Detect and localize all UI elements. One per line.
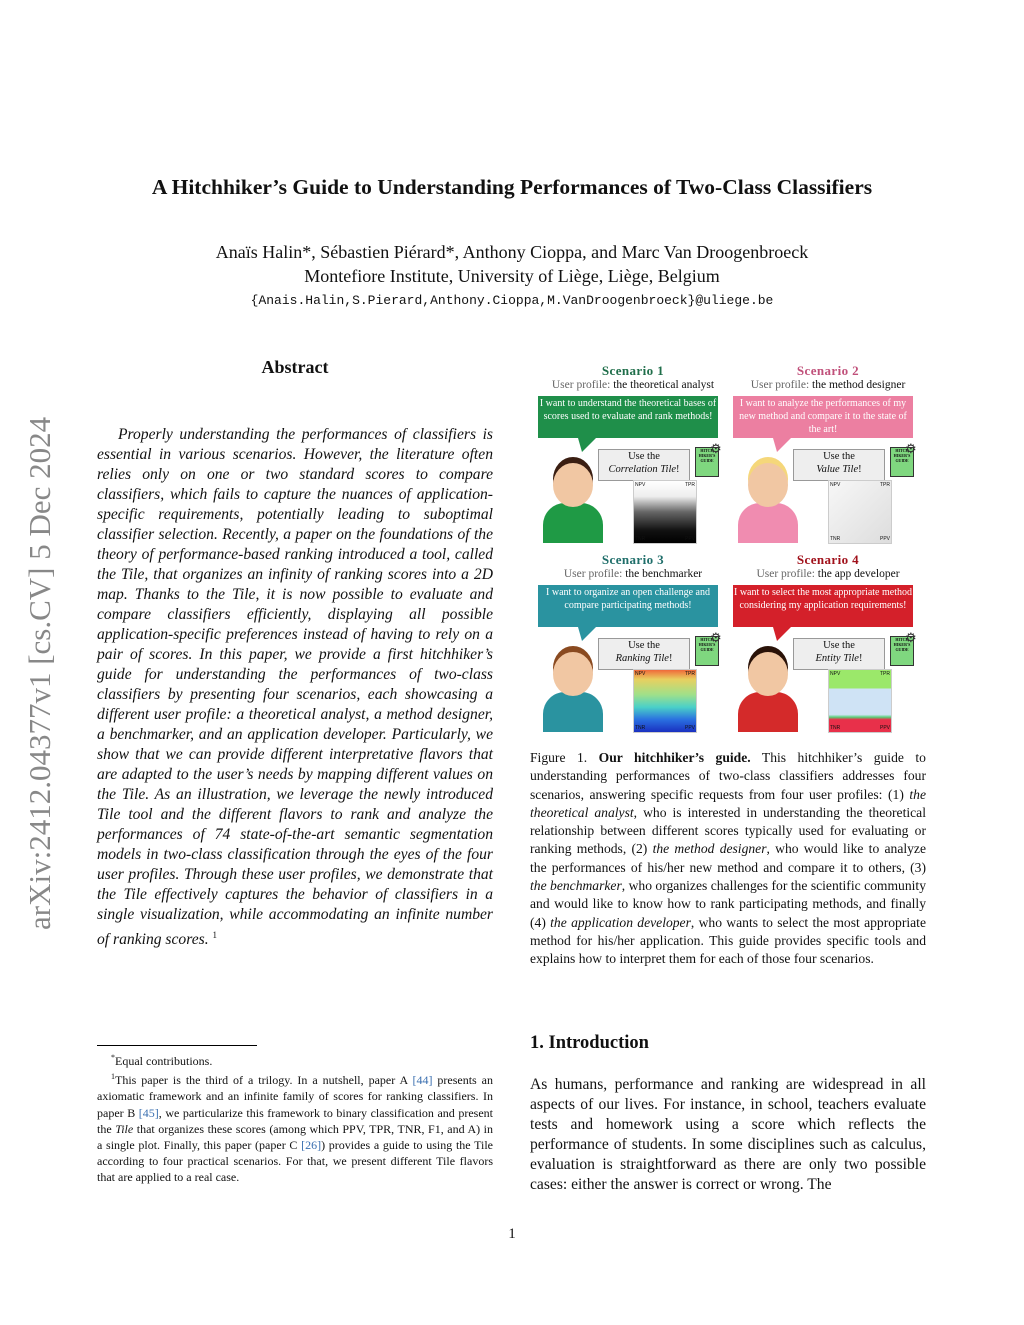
- user-profile-label: User profile:: [551, 379, 611, 391]
- caption-profile: the theoretical analyst: [530, 786, 926, 820]
- scenario-title: Scenario 3: [601, 552, 665, 567]
- caption-profile: the benchmarker: [530, 878, 622, 894]
- tile-suggestion: Use the Entity Tile!: [793, 638, 885, 670]
- paper-title: A Hitchhiker’s Guide to Understanding Performances of Two-Class Classifiers: [151, 175, 873, 199]
- speech-bubble: I want to organize an open challenge and compare participating methods!: [538, 585, 718, 627]
- guide-book-icon: HITCH HIKER'S GUIDE: [890, 447, 914, 477]
- corner-label: PPV: [879, 536, 890, 542]
- corner-label: NPV: [830, 482, 841, 488]
- footnotes: [97, 1050, 493, 1186]
- abstract-heading: Abstract: [261, 357, 329, 377]
- user-profile-value: the theoretical analyst: [613, 379, 715, 391]
- tile-suggestion: Use the Ranking Tile!: [598, 638, 690, 670]
- introduction-text: As humans, performance and ranking are widespread in all aspects of our lives. For instance, in school, teachers evaluate tests and homework using a score which reflects the performance of students. In some disciplines such as calculus, evaluation is straightforward as there are only two possible cases: either the answer is correct or wrong. The: [530, 1076, 926, 1193]
- caption-text: , who organizes challenges for the scientific community and would like to know how to rank participating methods, and finally (4): [530, 878, 926, 930]
- user-avatar-icon: [543, 463, 603, 543]
- arxiv-identifier: arXiv:2412.04377v1 [cs.CV] 5 Dec 2024: [22, 416, 57, 930]
- speech-bubble: I want to select the most appropriate method considering my application requirements!: [733, 585, 913, 627]
- caption-text: This hitchhiker’s guide to understanding performances of two-class classifiers addresses four scenarios, answering specific requests from four user profiles: (1): [530, 750, 926, 802]
- corner-label: TNR: [635, 536, 646, 542]
- user-profile-label: User profile:: [756, 568, 815, 580]
- fn-text: This paper is the third of a trilogy. In a nutshell, paper A: [115, 1073, 413, 1088]
- user-avatar-icon: [738, 463, 798, 543]
- scenario-2: [733, 363, 923, 548]
- citation-link[interactable]: [26]: [301, 1138, 322, 1153]
- user-profile-value: the benchmarker: [625, 568, 703, 580]
- guide-book-icon: HITCH HIKER'S GUIDE: [695, 447, 719, 477]
- abstract-body: Properly understanding the performances of classifiers is essential in various scenarios. However, the literature often relies only on one or two standard scores to compare classifiers, which fails to capture the nuances of application-specific requirements, potentially leading to suboptimal classifier selection. Recently, a paper on the foundations of the theory of performance-based ranking introduced a tool, called the Tile, that organizes an infinity of ranking scores into a 2D map. Thanks to the Tile, it is now possible to evaluate and compare classifiers efficiently, displaying all possible application-specific preferences instead of having to rely on a pair of scores. In this paper, we provide a first hitchhiker’s guide for understanding the performances of two-class classifiers by presenting four scenarios, each showcasing a different user profile: a theoretical analyst, a method designer, a benchmarker, and an application developer. Particularly, we show that we can provide different interpretative flavors that are adapted to the user’s needs by mapping different values on the Tile. As an illustration, we leverage the newly introduced Tile tool and the different flavors to rank and analyze the performances of 74 state-of-the-art semantic segmentation models in two-class classification through the eyes of the four user profiles. Through these user profiles, we demonstrate that the Tile effectively captures the behavior of classifiers in a single visualization, while accommodating an infinite number of ranking scores.: [97, 426, 493, 949]
- use-the-label: Use the: [823, 451, 855, 462]
- user-avatar-icon: [543, 652, 603, 732]
- fn-text: presents an axiomatic framework and an infinite family of scores for ranking classifiers. In paper B: [97, 1073, 493, 1120]
- fn-text: Tile: [115, 1121, 134, 1136]
- speech-bubble: I want to understand the theoretical bases of scores used to evaluate and rank methods!: [538, 396, 718, 438]
- user-profile: [733, 379, 923, 391]
- tile-name: Correlation Tile: [608, 464, 677, 475]
- emails: {Anais.Halin,S.Pierard,Anthony.Cioppa,M.VanDroogenbroeck}@uliege.be: [250, 293, 774, 308]
- tile-name: Value Tile: [816, 464, 859, 475]
- scenario-title: Scenario 2: [796, 363, 860, 378]
- caption-title: Our hitchhiker’s guide.: [598, 750, 751, 765]
- user-profile-value: the method designer: [812, 379, 906, 391]
- scenario-4: [733, 552, 923, 737]
- scenario-title: Scenario 4: [796, 552, 860, 567]
- guide-book-icon: HITCH HIKER'S GUIDE: [890, 636, 914, 666]
- corner-label: PPV: [684, 536, 695, 542]
- scenario-3: [538, 552, 728, 737]
- fn-text: that organizes these scores (among which PPV, TPR, TNR, F1, and A) in a single plot. Finally, this paper (paper C: [97, 1121, 493, 1153]
- caption-text: , who is interested in understanding the theoretical relationship between different scores typically used for evaluating or ranking methods, (2): [530, 804, 926, 857]
- gear-icon: ⚙: [710, 441, 722, 456]
- user-profile-label: User profile:: [750, 379, 810, 391]
- tile-suggestion: Use the Correlation Tile!: [598, 449, 690, 481]
- corner-label: TNR: [830, 725, 841, 731]
- tile-name: Entity Tile: [815, 653, 859, 664]
- user-profile: [733, 568, 923, 580]
- caption-text: , who wants to select the most appropriate method for his/her application. This guide provides specific tools and explains how to interpret them for each of those four scenarios.: [530, 914, 926, 967]
- tile-suggestion: Use the Value Tile!: [793, 449, 885, 481]
- page-number: 1: [508, 1226, 516, 1242]
- footnote-equal-text: Equal contributions.: [115, 1054, 213, 1068]
- tile-visualization: [633, 669, 697, 733]
- footnote-equal: *Equal contributions.: [111, 1053, 213, 1068]
- abstract-text: [97, 425, 493, 950]
- footnote-marker: 1: [212, 930, 218, 940]
- corner-label: TPR: [880, 482, 890, 488]
- user-avatar-icon: [738, 652, 798, 732]
- corner-label: TPR: [880, 671, 890, 677]
- use-the-label: Use the: [823, 640, 855, 651]
- corner-label: TPR: [685, 671, 695, 677]
- caption-text: , who would like to analyze the performances of his/her new method and compare it to others, (3): [530, 841, 926, 875]
- authors: Anaïs Halin*, Sébastien Piérard*, Anthony Cioppa, and Marc Van Droogenbroeck: [215, 242, 809, 262]
- user-profile-label: User profile:: [563, 568, 623, 580]
- corner-label: PPV: [684, 725, 695, 731]
- corner-label: TNR: [635, 725, 646, 731]
- user-profile: [538, 379, 728, 391]
- scenario-title: Scenario 1: [601, 363, 665, 378]
- tile-visualization: [633, 480, 697, 544]
- gear-icon: ⚙: [905, 630, 917, 645]
- figure-caption: [530, 749, 926, 969]
- tile-visualization: [828, 669, 892, 733]
- citation-link[interactable]: [45]: [138, 1105, 159, 1120]
- user-profile-value: the app developer: [817, 568, 900, 580]
- scenario-1: [538, 363, 728, 548]
- footnote-1: $^1$This paper is the third of a trilogy. In a nutshell, paper A [44] presents an axiomatic framework and an infinite family of scores for ranking classifiers. In paper B [45], we particularize this framework to binary classification and present the Tile that organizes these scores (among which PPV, TPR, TNR, F1, and A) in a single plot. Finally, this paper (paper C [26]) provides a guide to using the Tile according to four practical scenarios. For that, we present different Tile flavors that are applied to a real case.: [97, 1072, 494, 1185]
- use-the-label: Use the: [628, 640, 660, 651]
- use-the-label: Use the: [628, 451, 660, 462]
- section-heading-introduction: 1. Introduction: [530, 1033, 649, 1053]
- caption-label: Figure 1.: [530, 750, 588, 765]
- corner-label: TPR: [685, 482, 695, 488]
- corner-label: NPV: [635, 482, 646, 488]
- tile-name: Ranking Tile: [615, 653, 669, 664]
- fn-text: ) provides a guide to using the Tile according to four practical scenarios. For that, we present different Tile flavors that are applied to a real case.: [97, 1138, 493, 1185]
- caption-profile: the application developer: [550, 914, 691, 930]
- footnote-rule: [97, 1045, 257, 1046]
- corner-label: NPV: [635, 671, 646, 677]
- citation-link[interactable]: [44]: [412, 1073, 433, 1088]
- corner-label: TNR: [830, 536, 841, 542]
- gear-icon: ⚙: [905, 441, 917, 456]
- corner-label: NPV: [830, 671, 841, 677]
- guide-book-icon: HITCH HIKER'S GUIDE: [695, 636, 719, 666]
- caption-profile: the method designer: [652, 841, 767, 857]
- speech-bubble: I want to analyze the performances of my new method and compare it to the state of the art!: [733, 396, 913, 438]
- affiliation: Montefiore Institute, University of Liège, Liège, Belgium: [304, 266, 720, 286]
- corner-label: PPV: [879, 725, 890, 731]
- gear-icon: ⚙: [710, 630, 722, 645]
- fn-text: , we particularize this framework to binary classification and present the: [97, 1105, 494, 1136]
- tile-visualization: [828, 480, 892, 544]
- user-profile: [538, 568, 728, 580]
